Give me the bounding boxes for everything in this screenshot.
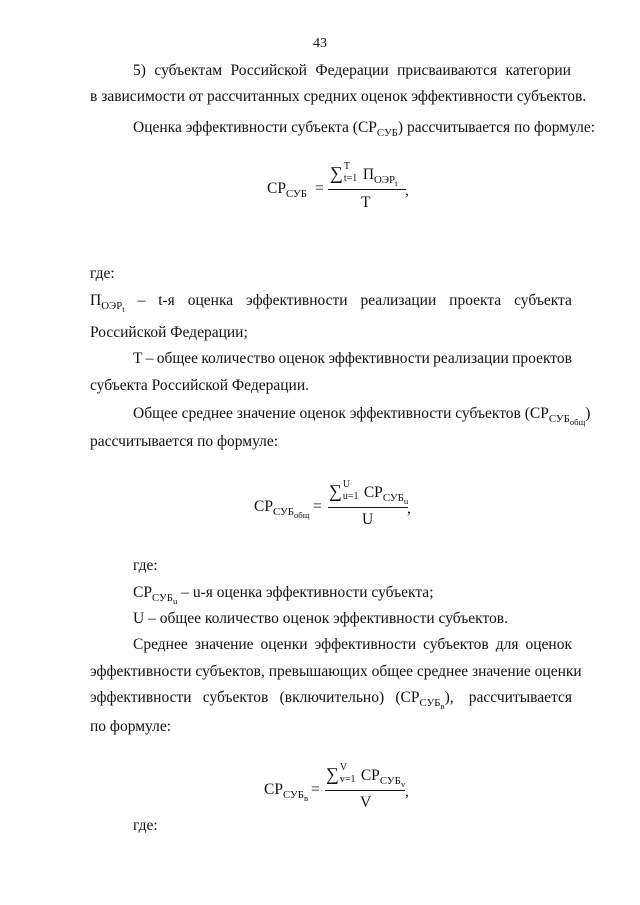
formula2-fraction-bar bbox=[328, 507, 408, 508]
para4-line2: эффективности субъектов, превышающих общее среднее значение оценки bbox=[90, 663, 582, 680]
formula3-numerator: ∑ V v=1 $СР_{СУБ_v}$ bbox=[326, 762, 406, 790]
para4-line4: по формуле: bbox=[90, 718, 172, 735]
para3-line1: Общее среднее значение оценок эффективности субъектов $(СР_{СУБ_{общ}})$ bbox=[133, 405, 591, 428]
formula1-denominator: T bbox=[361, 194, 371, 211]
formula1-equals: = bbox=[315, 180, 324, 197]
para2-line: Оценка эффективности субъекта $(СР_{СУБ})$ рассчитывается по формуле: bbox=[133, 119, 596, 140]
para1-word: 5) bbox=[133, 62, 146, 79]
formula1-lhs: $СР_{СУБ}$ bbox=[267, 180, 307, 201]
def3-line: $СР_{СУБ_u} - u-я$ оценка эффективности субъекта; bbox=[133, 584, 434, 607]
where-label-1: где: bbox=[90, 265, 115, 282]
para1-word: Федерации bbox=[315, 62, 389, 79]
formula1-comma: , bbox=[405, 182, 409, 199]
formula3-fraction-bar bbox=[325, 790, 405, 791]
formula3-lhs: $СР_{СУБ_в}$ bbox=[264, 781, 309, 804]
def1-line1: $П_{ОЭР_t}$ – t-я оценка эффективности реализации проекта субъекта bbox=[90, 292, 572, 315]
where-label-2: где: bbox=[133, 557, 158, 574]
formula2-denominator: U bbox=[362, 511, 374, 528]
para4-line1: Среднее значение оценки эффективности субъектов для оценок bbox=[133, 636, 572, 653]
para1-line1 bbox=[133, 63, 571, 79]
para4-symbol: $(СР_{СУБ_в})$, bbox=[395, 689, 458, 712]
formula2-numerator: ∑ U u=1 $СР_{СУБ_u}$ bbox=[329, 479, 409, 507]
formula2-lhs: $СР_{СУБ_{общ}}$ bbox=[254, 498, 310, 521]
def4-line: U – общее количество оценок эффективности субъектов. bbox=[133, 610, 509, 627]
def2-line1: Т – общее количество оценок эффективности реализации проектов bbox=[133, 350, 572, 367]
para1-word: категории bbox=[505, 62, 571, 79]
formula3-denominator: V bbox=[360, 794, 372, 811]
def1-symbol: $П_{ОЭР_t}$ bbox=[90, 292, 125, 315]
formula1-fraction-bar bbox=[328, 189, 406, 190]
def2-line2: субъекта Российской Федерации. bbox=[90, 377, 309, 394]
formula3-comma: , bbox=[405, 783, 409, 800]
para1-word: присваиваются bbox=[397, 62, 497, 79]
para1-word: субъектам bbox=[154, 62, 223, 79]
para1-word: Российской bbox=[230, 62, 307, 79]
where-label-3: где: bbox=[133, 817, 158, 834]
para4-line3: эффективности субъектов (включительно) $(СР_{СУБ_в})$, рассчитывается bbox=[90, 689, 572, 712]
formula-1 bbox=[260, 158, 430, 218]
para1-line2: в зависимости от рассчитанных средних оценок эффективности субъектов. bbox=[90, 88, 587, 105]
formula2-equals: = bbox=[313, 498, 322, 515]
page-number: 43 bbox=[313, 36, 327, 51]
para3-line2: рассчитывается по формуле: bbox=[90, 433, 279, 450]
formula-2 bbox=[252, 480, 432, 540]
def1-line2: Российской Федерации; bbox=[90, 324, 248, 341]
formula1-numerator: ∑ T t=1 $П_{ОЭР_t}$ bbox=[330, 161, 398, 189]
formula-3 bbox=[262, 763, 432, 823]
formula3-equals: = bbox=[311, 781, 320, 798]
formula2-comma: , bbox=[407, 500, 411, 517]
